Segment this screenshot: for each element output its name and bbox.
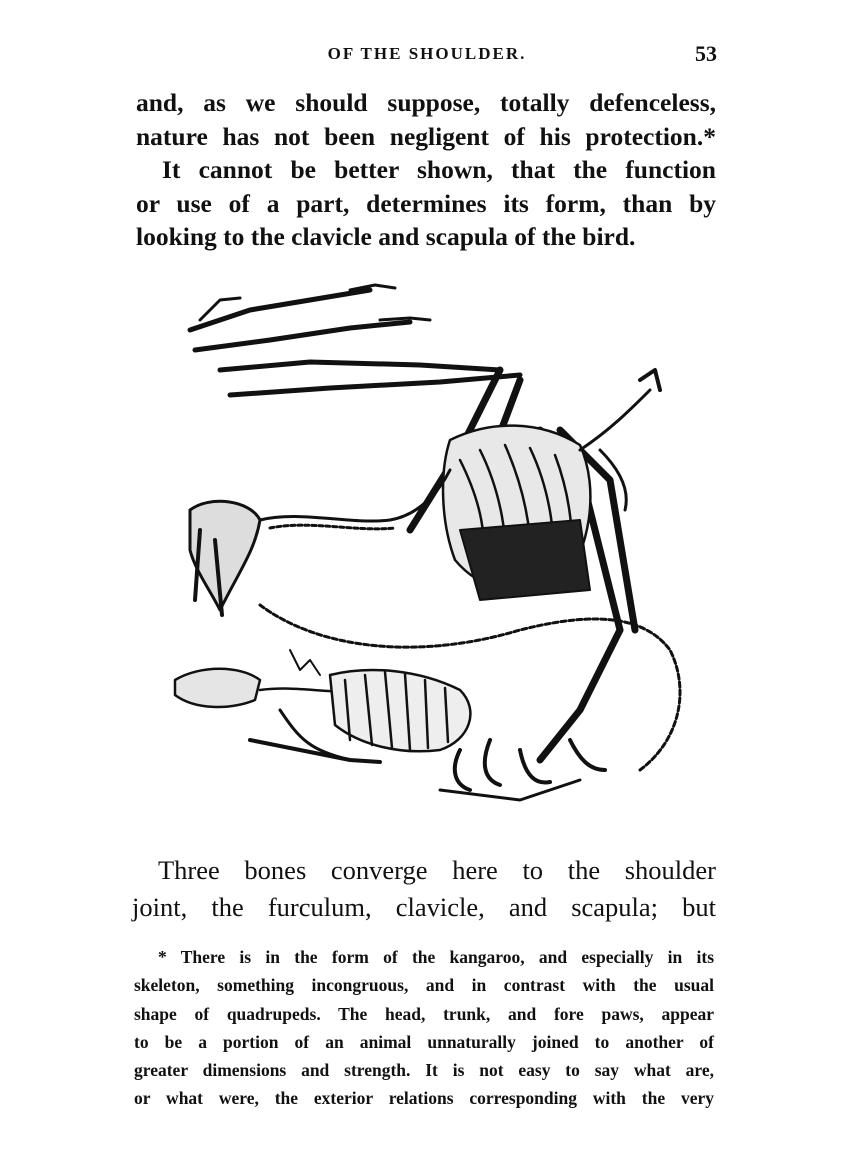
paragraph-1 [136, 86, 716, 153]
footnote [134, 943, 714, 1113]
footnote-line: greater dimensions and strength. It is not easy to say what are, [134, 1060, 714, 1081]
running-head [137, 41, 717, 70]
text-line: or use of a part, determines its form, than by [136, 188, 716, 218]
paragraph-2 [136, 153, 716, 254]
paragraph-3 [132, 852, 716, 926]
footnote-line: or what were, the exterior relations corresponding with the very [134, 1088, 714, 1109]
bird-ribcage [443, 426, 590, 600]
text-line: joint, the furculum, clavicle, and scapula; but [132, 892, 716, 922]
running-title: OF THE SHOULDER. [327, 44, 527, 63]
text-line: looking to the clavicle and scapula of the bird. [136, 222, 636, 251]
text-line: nature has not been negligent of his protection.* [136, 121, 716, 151]
claws [440, 740, 605, 800]
footnote-line: shape of quadrupeds. The head, trunk, and fore paws, appear [134, 1003, 714, 1024]
footnote-line: skeleton, something incongruous, and in contrast with the usual [134, 975, 714, 996]
text-line: and, as we should suppose, totally defenceless, [136, 88, 716, 117]
text-line: It cannot be better shown, that the function [162, 155, 716, 184]
kangaroo-skeleton [175, 650, 470, 762]
bird-wing-bones [190, 285, 520, 395]
footnote-line: * There is in the form of the kangaroo, and especially in its [158, 947, 714, 967]
footnote-line: to be a portion of an animal unnaturally joined to another of [134, 1031, 714, 1052]
text-line: Three bones converge here to the shoulder [158, 855, 716, 885]
bird-tail [580, 370, 660, 510]
page-number: 53 [695, 41, 717, 66]
bird-neck-and-skull [190, 470, 450, 615]
skeleton-engraving [160, 270, 700, 830]
